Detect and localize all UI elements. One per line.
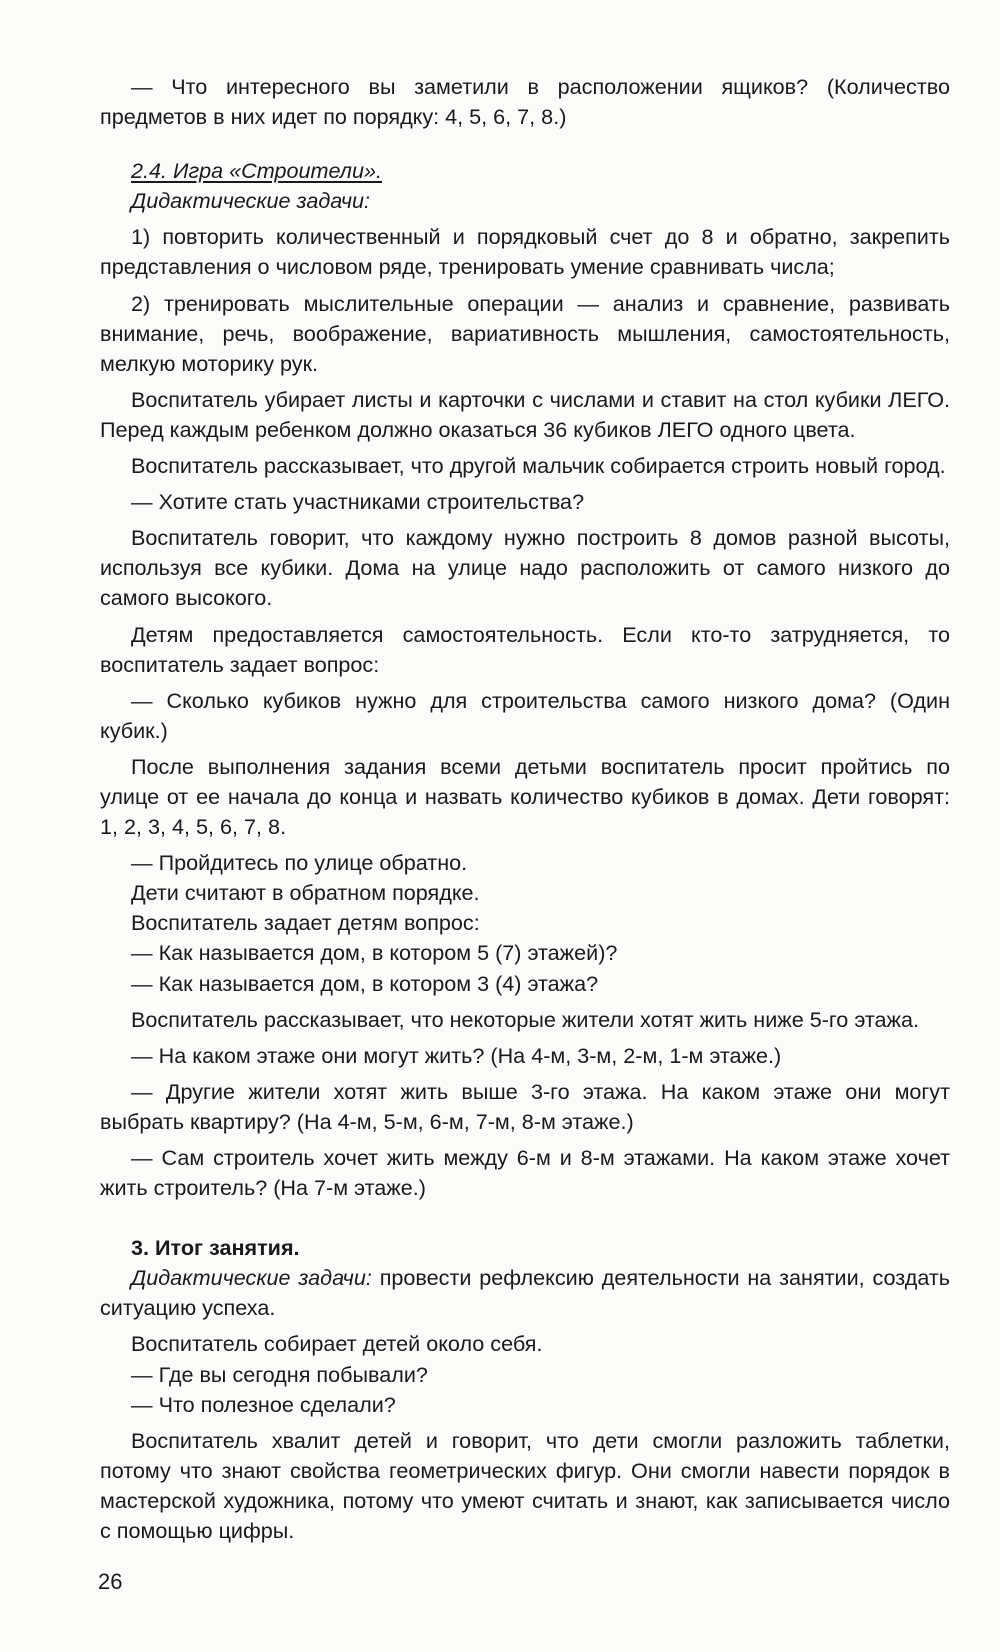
paragraph-house-3-4: — Как называется дом, в котором 3 (4) этажа? bbox=[131, 970, 599, 996]
paragraph-walk-back: — Пройдитесь по улице обратно. bbox=[131, 850, 468, 876]
task-2: 2) тренировать мыслительные операции — анализ и сравнение, развивать внимание, речь, воображение, вариативность мышления, самостоятельность, мелкую моторику рук. bbox=[100, 290, 950, 376]
section-2-4-tasks-label: Дидактические задачи: bbox=[131, 188, 371, 214]
paragraph-lego: Воспитатель убирает листы и карточки с числами и ставит на стол кубики ЛЕГО. Перед каждым ребенком должно оказаться 36 кубиков ЛЕГО одного цвета. bbox=[100, 386, 950, 442]
paragraph-boxes-question: — Что интересного вы заметили в расположении ящиков? (Количество предметов в них идет по порядку: 4, 5, 6, 7, 8.) bbox=[100, 74, 950, 130]
paragraph-where-today: — Где вы сегодня побывали? bbox=[131, 1361, 428, 1387]
paragraph-praise: Воспитатель хвалит детей и говорит, что дети смогли разложить таблетки, потому что знают свойства геометрических фигур. Они смогли навести порядок в мастерской художника, потому что умеют считать и знают, как записывается число с помощью цифры. bbox=[100, 1427, 950, 1544]
paragraph-what-useful: — Что полезное сделали? bbox=[131, 1391, 396, 1417]
section-3-title: 3. Итог занятия. bbox=[131, 1235, 300, 1261]
paragraph-walk-street: После выполнения задания всеми детьми воспитатель просит пройтись по улице от ее начала до конца и назвать количество кубиков в домах. Дети говорят: 1, 2, 3, 4, 5, 6, 7, 8. bbox=[100, 753, 950, 840]
paragraph-join-question: — Хотите стать участниками строительства? bbox=[131, 489, 585, 515]
section-2-4-heading: 2.4. Игра «Строители». bbox=[131, 158, 382, 184]
paragraph-which-floor: — На каком этаже они могут жить? (На 4-м, 3-м, 2-м, 1-м этаже.) bbox=[131, 1042, 782, 1068]
section-2-4-title bbox=[131, 156, 950, 186]
paragraph-independence: Детям предоставляется самостоятельность. Если кто-то затрудняется, то воспитатель задает вопрос: bbox=[100, 621, 950, 677]
task-1: 1) повторить количественный и порядковый счет до 8 и обратно, закрепить представления о числовом ряде, тренировать умение сравнивать числа; bbox=[100, 224, 950, 280]
paragraph-house-5-7: — Как называется дом, в котором 5 (7) этажей)? bbox=[131, 940, 618, 966]
paragraph-build-houses: Воспитатель говорит, что каждому нужно построить 8 домов разной высоты, используя все кубики. Дома на улице надо расположить от самого низкого до самого высокого. bbox=[100, 525, 950, 611]
paragraph-gathers-children: Воспитатель собирает детей около себя. bbox=[131, 1331, 543, 1357]
paragraph-above-3rd: — Другие жители хотят жить выше 3-го этажа. На каком этаже они могут выбрать квартиру? (На 4-м, 5-м, 6-м, 7-м, 8-м этаже.) bbox=[100, 1078, 950, 1134]
paragraph-lowest-house: — Сколько кубиков нужно для строительства самого низкого дома? (Один кубик.) bbox=[100, 687, 950, 743]
section-3-tasks bbox=[100, 1263, 950, 1323]
paragraph-reverse-count: Дети считают в обратном порядке. bbox=[131, 880, 480, 906]
section-3-tasks-label: Дидактические задачи: bbox=[131, 1265, 372, 1291]
paragraph-below-5th: Воспитатель рассказывает, что некоторые жители хотят жить ниже 5-го этажа. bbox=[131, 1006, 919, 1032]
page-text bbox=[100, 72, 950, 1546]
page-number: 26 bbox=[98, 1569, 123, 1594]
paragraph-asks-question: Воспитатель задает детям вопрос: bbox=[131, 910, 480, 936]
section-3-tasks-text: провести рефлексию деятельности на занятии, создать ситуацию успеха. bbox=[100, 1265, 950, 1321]
paragraph-new-city: Воспитатель рассказывает, что другой мальчик собирается строить новый город. bbox=[131, 453, 946, 479]
paragraph-builder-floor: — Сам строитель хочет жить между 6-м и 8-м этажами. На каком этаже хочет жить строитель? (На 7-м этаже.) bbox=[100, 1145, 950, 1201]
